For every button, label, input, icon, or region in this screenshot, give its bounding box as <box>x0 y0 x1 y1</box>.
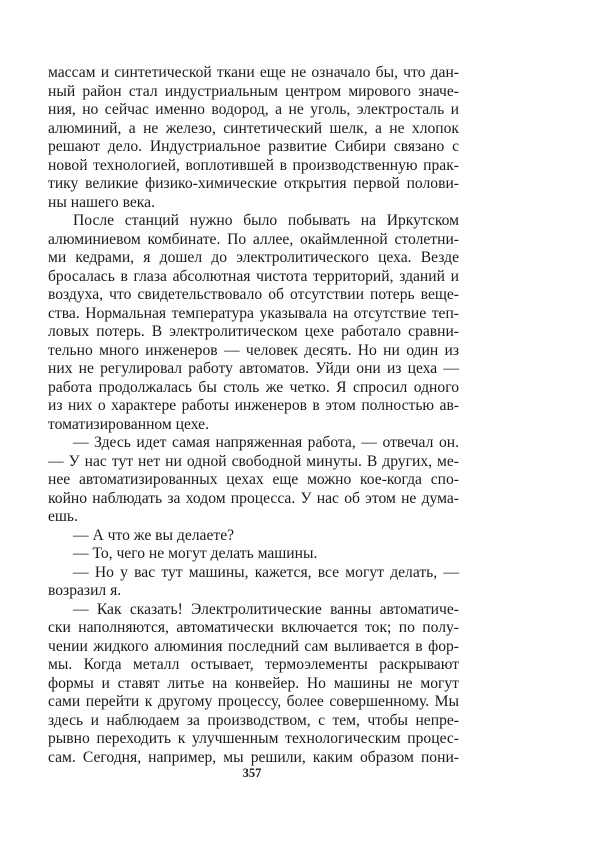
text-line: ловых потерь. В электролитическом цехе работало сравни- <box>48 323 459 340</box>
paragraph <box>48 212 459 434</box>
text-line: — Но у вас тут машины, кажется, все могут делать, — <box>73 563 459 581</box>
text-line: нее автоматизированных цехах еще можно кое-когда спо- <box>48 471 459 488</box>
text-line: — А что же вы делаете? <box>73 526 235 544</box>
text-line: бросалась в глаза абсолютная чистота территорий, зданий и <box>48 267 459 285</box>
text-line: работа продолжалась бы столь же четко. Я спросил одного <box>48 378 459 396</box>
text-line: здесь и наблюдаем за производством, с тем, чтобы непре- <box>48 711 459 729</box>
text-line: ски наполняются, автоматически включается ток; по полу- <box>48 619 459 636</box>
text-line: тельно много инженеров — человек десять. Но ни один из <box>48 341 459 359</box>
text-line: — То, чего не могут делать машины. <box>73 545 318 562</box>
text-line: новой технологией, воплотившей в производственную прак- <box>48 156 459 174</box>
text-line: ства. Нормальная температура указывала на отсутствие теп- <box>48 304 459 322</box>
paragraph <box>48 434 459 527</box>
text-line: мы. Когда металл остывает, термоэлементы раскрывают <box>48 656 459 673</box>
paragraph <box>48 564 459 601</box>
text-line: массам и синтетической ткани еще не означало бы, что дан- <box>48 64 459 81</box>
text-line: ны нашего века. <box>48 193 155 211</box>
text-line: алюминий, а не железо, синтетический шелк, а не хлопок <box>48 119 459 137</box>
text-line: решают дело. Индустриальное развитие Сибири связано с <box>48 138 459 155</box>
text-line: чении жидкого алюминия последний сам выливается в фор- <box>48 637 459 655</box>
paragraph <box>48 64 459 212</box>
text-line: ный район стал индустриальным центром мирового значе- <box>48 82 459 100</box>
page-number: 357 <box>242 766 262 780</box>
text-line: тику великие физико-химические открытия первой полови- <box>48 175 459 192</box>
text-line: них не регулировал работу автоматов. Уйди они из цеха — <box>48 360 459 377</box>
text-line: После станций нужно было побывать на Иркутском <box>73 212 459 229</box>
text-line: — Как сказать! Электролитические ванны автоматиче- <box>73 600 459 618</box>
text-line: — У нас тут нет ни одной свободной минуты. В других, ме- <box>48 452 459 470</box>
text-line: ния, но сейчас именно водород, а не уголь, электросталь и <box>48 101 459 118</box>
text-line: сами перейти к другому процессу, более совершенному. Мы <box>48 693 459 710</box>
text-line: ми кедрами, я дошел до электролитического цеха. Везде <box>48 249 459 266</box>
text-line: томатизированном цехе. <box>48 415 209 433</box>
text-line: алюминиевом комбинате. По аллее, окаймленной столетни- <box>48 230 459 248</box>
text-line: формы и ставят литье на конвейер. Но машины не могут <box>48 674 459 692</box>
text-line: возразил я. <box>48 582 122 599</box>
text-line: койно наблюдать за ходом процесса. У нас об этом не дума- <box>48 489 459 507</box>
text-line: ешь. <box>48 508 78 525</box>
text-line: сам. Сегодня, например, мы решили, каким образом пони- <box>48 748 459 766</box>
paragraph <box>48 527 459 546</box>
text-line: воздуха, что свидетельствовало об отсутствии потерь веще- <box>48 286 459 303</box>
page-body <box>48 64 459 767</box>
text-line: рывно переходить к улучшенным технологическим процес- <box>48 730 459 747</box>
paragraph <box>48 601 459 768</box>
paragraph <box>48 545 459 564</box>
text-line: — Здесь идет самая напряженная работа, — отвечал он. <box>73 434 459 451</box>
text-line: из них о характере работы инженеров в этом полностью ав- <box>48 397 459 414</box>
